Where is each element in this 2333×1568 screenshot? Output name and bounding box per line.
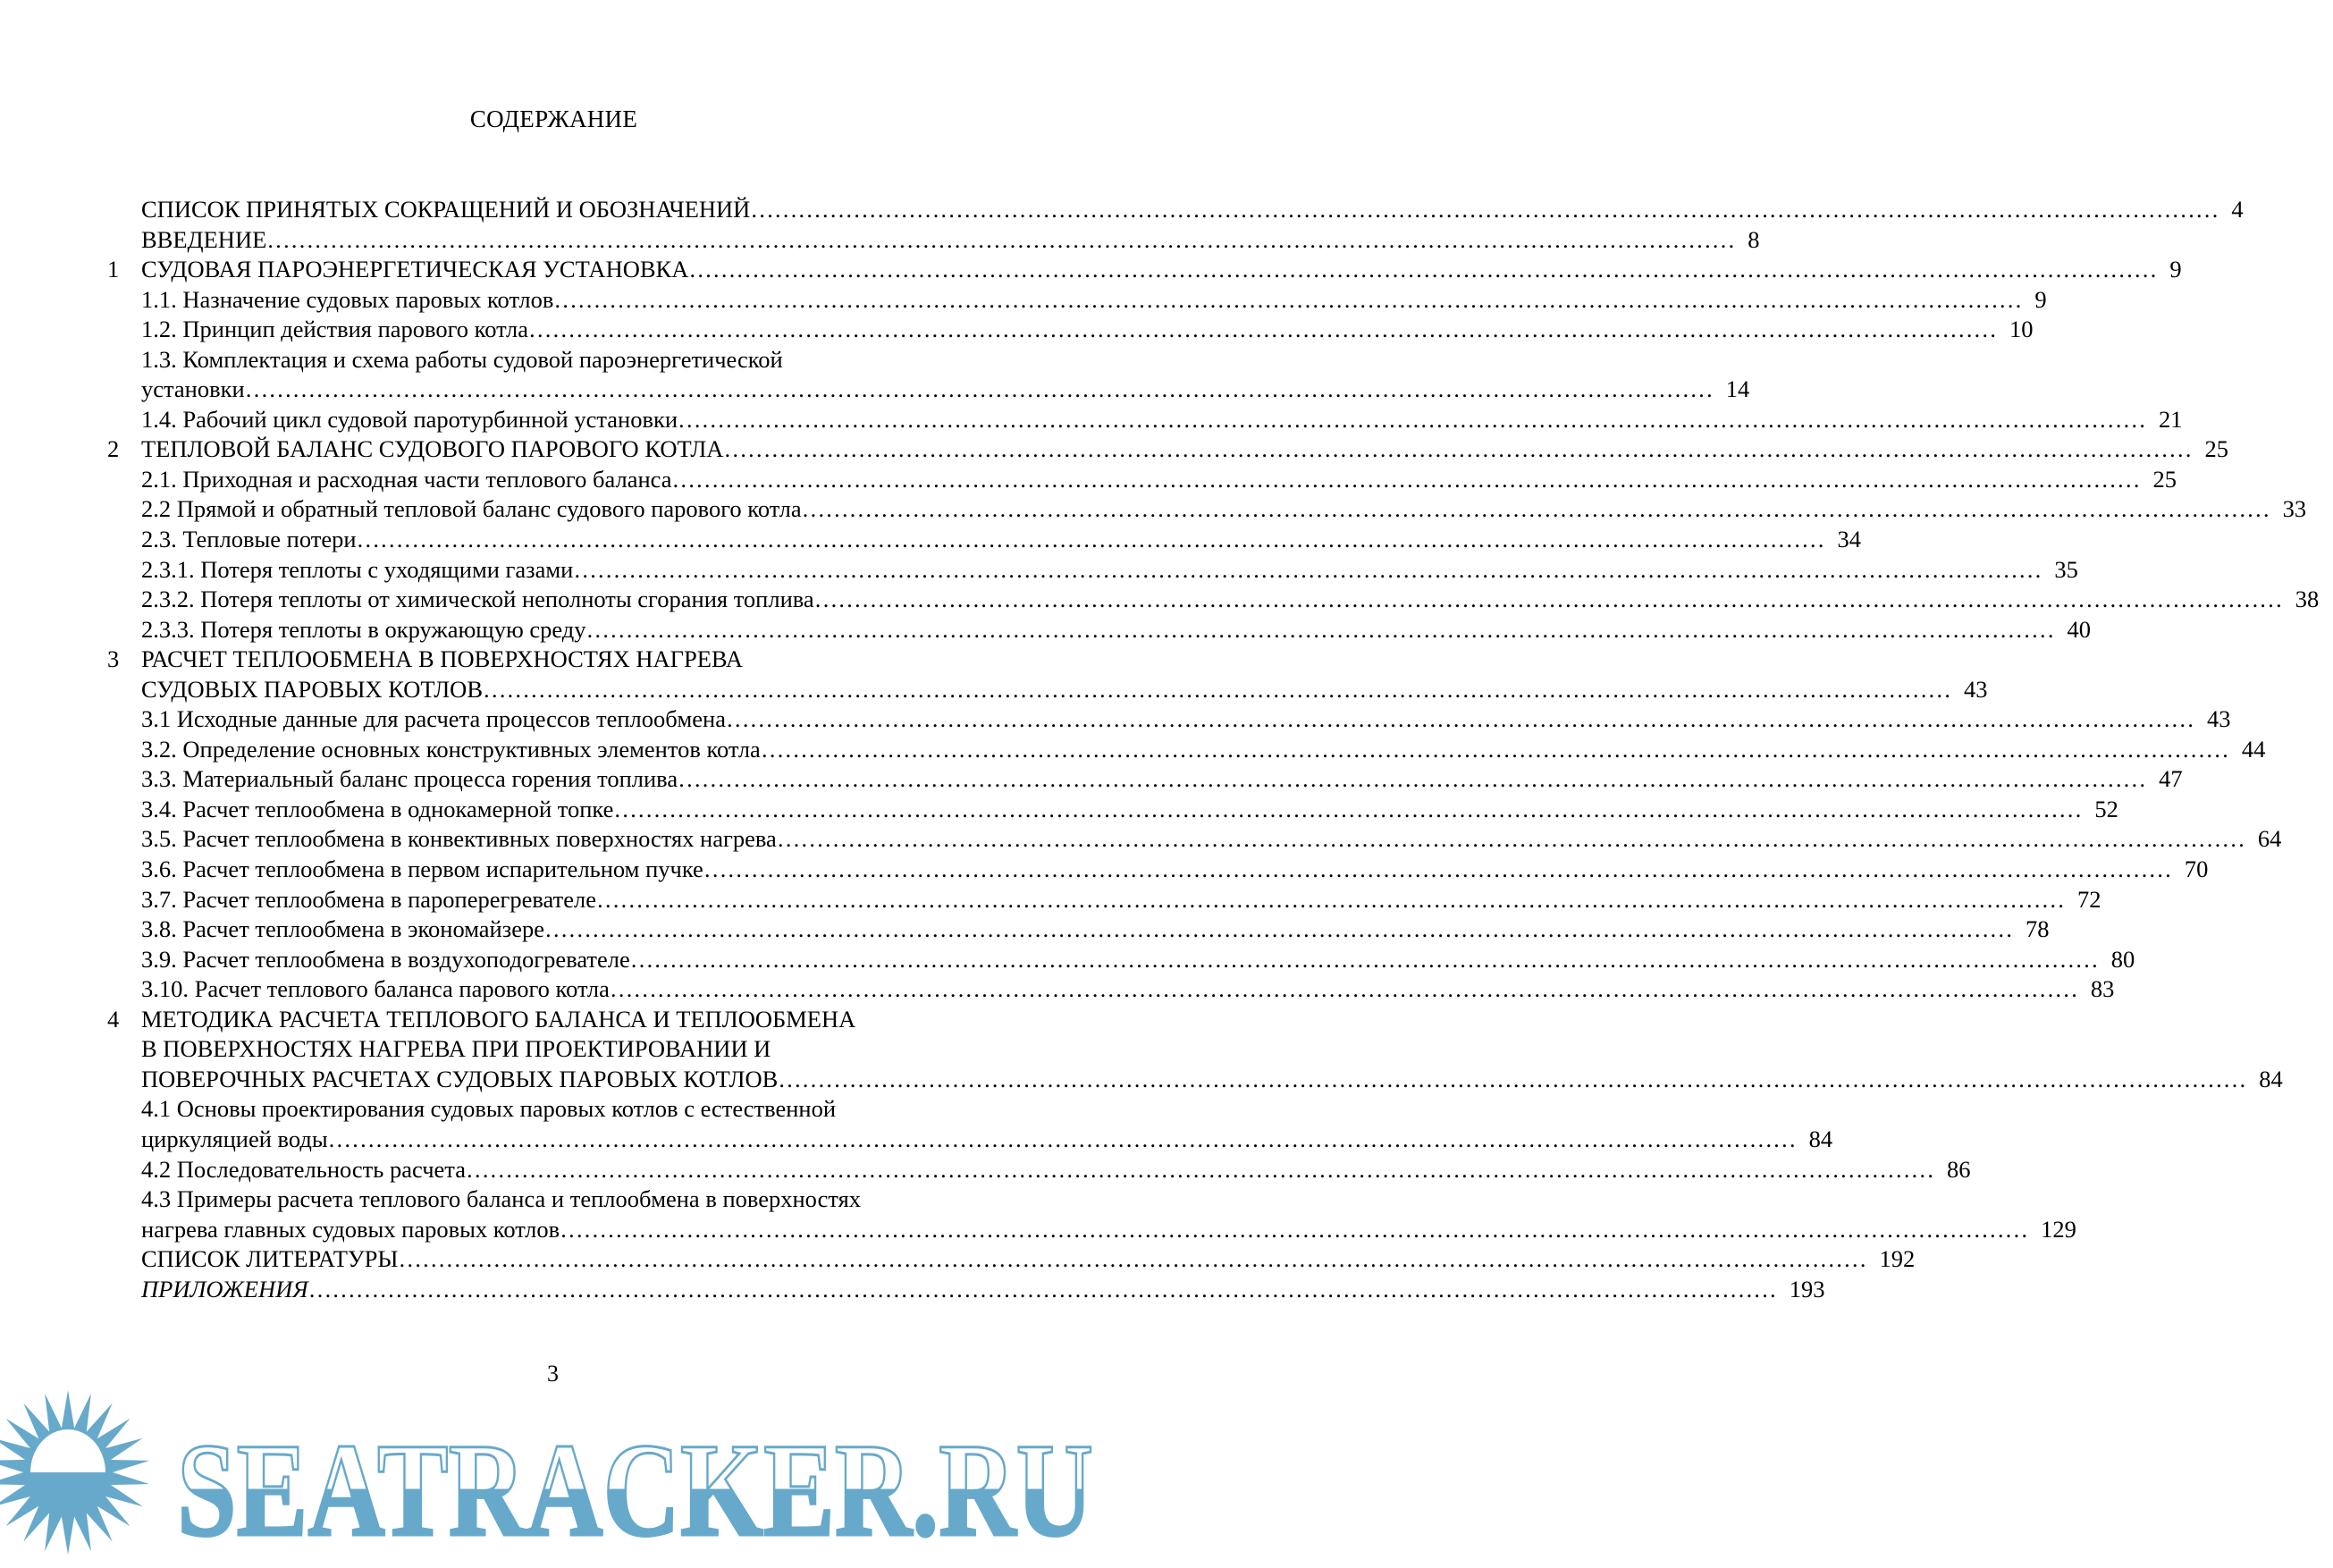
toc-page-number: 193 <box>1789 1275 1825 1302</box>
leader-dots <box>750 195 2219 225</box>
chapter-number <box>100 1125 141 1155</box>
toc-entry[interactable] <box>100 885 2101 915</box>
toc-entry[interactable] <box>100 1244 1916 1275</box>
chapter-number <box>100 195 141 225</box>
toc-entry-title: РАСЧЕТ ТЕПЛООБМЕНА В ПОВЕРХНОСТЯХ НАГРЕВА <box>141 645 744 673</box>
leader-dots <box>466 1155 1934 1185</box>
chapter-number <box>100 824 141 855</box>
toc-entry[interactable] <box>100 1065 2283 1095</box>
toc-entry[interactable] <box>100 345 985 375</box>
seatracker-watermark <box>0 1399 1108 1568</box>
toc-entry[interactable] <box>100 1034 985 1065</box>
toc-page-number: 43 <box>2206 705 2231 733</box>
toc-entry-title: 3.8. Расчет теплообмена в экономайзере <box>141 915 544 943</box>
toc-entry[interactable] <box>100 525 1862 555</box>
toc-entry-title: циркуляцией воды <box>141 1125 328 1152</box>
toc-entry[interactable] <box>100 1155 1971 1185</box>
toc-page-number <box>935 1184 985 1215</box>
toc-entry-title: 2.3.2. Потеря теплоты от химической неполноты сгорания топлива <box>141 586 814 613</box>
toc-page-number: 72 <box>2076 885 2101 913</box>
toc-entry[interactable] <box>100 494 2307 525</box>
toc-page-number: 4 <box>2231 196 2244 223</box>
leader-dots <box>814 585 2283 615</box>
chapter-number: 2 <box>107 435 120 463</box>
chapter-number <box>100 345 141 375</box>
toc-entry-title: 1.1. Назначение судовых паровых котлов <box>141 285 554 313</box>
toc-entry-title: 1.2. Принцип действия парового котла <box>141 316 529 343</box>
toc-page-number: 9 <box>2169 256 2182 283</box>
toc-page-number <box>935 1094 985 1125</box>
toc-page-number: 43 <box>1964 675 1988 703</box>
sun-logo-icon <box>0 1390 149 1555</box>
toc-page-number: 80 <box>2110 945 2135 973</box>
leader-dots <box>399 1244 1867 1275</box>
chapter-number: 1 <box>107 256 120 283</box>
toc-entry[interactable] <box>100 315 2034 345</box>
leader-dots <box>573 555 2042 586</box>
toc-entry[interactable] <box>100 555 2078 586</box>
leader-dots <box>678 764 2146 795</box>
chapter-number <box>100 225 141 256</box>
chapter-number <box>100 915 141 945</box>
toc-entry-title: 3.5. Расчет теплообмена в конвективных поверхностях нагрева <box>141 825 777 853</box>
chapter-number <box>100 1094 141 1125</box>
chapter-number <box>100 585 141 615</box>
chapter-number <box>100 1065 141 1095</box>
chapter-number <box>100 1184 141 1215</box>
toc-entry[interactable] <box>100 255 2182 285</box>
toc-page-number <box>935 645 985 675</box>
toc-entry[interactable] <box>100 405 2183 435</box>
toc-entry[interactable] <box>100 434 2228 465</box>
leader-dots <box>778 1065 2246 1095</box>
leader-dots <box>553 285 2022 316</box>
leader-dots <box>483 675 1951 705</box>
toc-entry[interactable] <box>100 855 2209 885</box>
chapter-number <box>100 375 141 405</box>
leader-dots <box>544 915 2013 945</box>
toc-entry[interactable] <box>100 824 2282 855</box>
toc-page-number: 83 <box>2090 975 2115 1003</box>
leader-dots <box>777 824 2245 855</box>
chapter-number <box>100 1215 141 1245</box>
toc-entry-title: 2.3.3. Потеря теплоты в окружающую среду <box>141 615 586 643</box>
leader-dots <box>672 465 2141 495</box>
toc-entry[interactable] <box>100 1275 1825 1305</box>
toc-page-number <box>935 1005 985 1035</box>
toc-entry-title: 1.4. Рабочий цикл судовой паротурбинной установки <box>141 405 678 433</box>
toc-page-number: 35 <box>2054 555 2078 583</box>
leader-dots <box>560 1215 2028 1245</box>
toc-page-number: 8 <box>1748 225 1760 253</box>
watermark-text: SEATRACKER.RU <box>177 1416 1093 1564</box>
toc-entry[interactable] <box>100 645 985 675</box>
toc-page-number <box>935 345 985 375</box>
toc-entry-title: 3.9. Расчет теплообмена в воздухоподогревателе <box>141 945 630 973</box>
toc-page-number: 34 <box>1837 526 1862 553</box>
toc-entry-title: СПИСОК ПРИНЯТЫХ СОКРАЩЕНИЙ И ОБОЗНАЧЕНИЙ <box>141 196 751 223</box>
chapter-number <box>100 795 141 825</box>
toc-entry-title: СПИСОК ЛИТЕРАТУРЫ <box>141 1245 399 1273</box>
toc-entry-title: 2.3. Тепловые потери <box>141 526 357 553</box>
toc-entry-title: 3.4. Расчет теплообмена в однокамерной топке <box>141 795 614 822</box>
chapter-number: 4 <box>107 1005 120 1033</box>
toc-entry-title: 3.3. Материальный баланс процесса горения топлива <box>141 765 678 793</box>
leader-dots <box>266 225 1735 256</box>
toc-entry-title: ТЕПЛОВОЙ БАЛАНС СУДОВОГО ПАРОВОГО КОТЛА <box>141 435 724 463</box>
chapter-number <box>100 675 141 705</box>
leader-dots <box>703 855 2172 885</box>
leader-dots <box>613 795 2082 825</box>
chapter-number <box>100 405 141 435</box>
chapter-number <box>100 704 141 735</box>
toc-entry-title: СУДОВЫХ ПАРОВЫХ КОТЛОВ <box>141 675 483 703</box>
toc-entry-title: 3.2. Определение основных конструктивных элементов котла <box>141 735 761 763</box>
toc-entry[interactable] <box>100 675 1988 705</box>
chapter-number <box>100 885 141 915</box>
toc-entry[interactable] <box>100 704 2231 735</box>
chapter-number <box>100 1155 141 1185</box>
chapter-number <box>100 735 141 765</box>
toc-entry[interactable] <box>100 974 2115 1005</box>
leader-dots <box>726 704 2194 735</box>
toc-entry[interactable] <box>100 945 2135 975</box>
toc-page-number: 14 <box>1725 375 1750 403</box>
toc-entry-title: 3.7. Расчет теплообмена в пароперегревателе <box>141 885 596 913</box>
toc-entry[interactable] <box>100 1005 985 1035</box>
leader-dots <box>723 434 2192 465</box>
toc-page-number: 47 <box>2159 765 2183 793</box>
toc-page-number: 25 <box>2152 465 2177 493</box>
leader-dots <box>610 974 2078 1005</box>
toc-entry[interactable] <box>100 915 2050 945</box>
leader-dots <box>308 1275 1777 1305</box>
toc-entry-title: СУДОВАЯ ПАРОЭНЕРГЕТИЧЕСКАЯ УСТАНОВКА <box>141 256 689 283</box>
toc-entry-title: 4.2 Последовательность расчета <box>141 1155 466 1183</box>
toc-entry-title: МЕТОДИКА РАСЧЕТА ТЕПЛОВОГО БАЛАНСА И ТЕПЛООБМЕНА <box>141 1005 856 1033</box>
toc-page-number: 25 <box>2204 435 2228 463</box>
toc-page-number: 40 <box>2067 615 2092 643</box>
toc-entry[interactable] <box>100 764 2183 795</box>
leader-dots <box>596 885 2065 915</box>
toc-entry-title: 3.1 Исходные данные для расчета процессов теплообмена <box>141 705 726 733</box>
toc-page-number: 38 <box>2295 586 2320 613</box>
toc-entry[interactable] <box>100 225 1760 256</box>
toc-entry[interactable] <box>100 795 2118 825</box>
chapter-number <box>100 465 141 495</box>
chapter-number <box>100 494 141 525</box>
toc-page-number: 129 <box>2041 1215 2076 1243</box>
toc-entry-title: 2.3.1. Потеря теплоты с уходящими газами <box>141 555 574 583</box>
chapter-number: 3 <box>107 645 120 673</box>
toc-entry[interactable] <box>100 585 2320 615</box>
chapter-number <box>100 1244 141 1275</box>
toc-entry[interactable] <box>100 1094 985 1125</box>
leader-dots <box>357 525 1825 555</box>
leader-dots <box>630 945 2099 975</box>
toc-entry[interactable] <box>100 1215 2076 1245</box>
leader-dots <box>761 735 2229 765</box>
chapter-number <box>100 945 141 975</box>
leader-dots <box>245 375 1714 405</box>
toc-page-number: 21 <box>2159 405 2183 433</box>
toc-page-number <box>935 1034 985 1065</box>
toc-entry-title: установки <box>141 375 245 403</box>
toc-entry-title: 2.2 Прямой и обратный тепловой баланс судового парового котла <box>141 495 802 523</box>
toc-page-number: 52 <box>2094 795 2118 822</box>
toc-entry[interactable] <box>100 615 2092 645</box>
toc-entry-title: 1.3. Комплектация и схема работы судовой пароэнергетической <box>141 345 783 373</box>
toc-page-number: 10 <box>2009 316 2034 343</box>
leader-dots <box>528 315 1997 345</box>
toc-page-number: 84 <box>1808 1125 1833 1152</box>
toc-entry[interactable] <box>100 465 2177 495</box>
chapter-number <box>100 525 141 555</box>
chapter-number <box>100 555 141 586</box>
leader-dots <box>328 1125 1797 1155</box>
page-number: 3 <box>547 1361 559 1387</box>
toc-entry[interactable] <box>100 375 1750 405</box>
toc-page-number: 9 <box>2034 285 2047 313</box>
toc-entry-title: ПРИЛОЖЕНИЯ <box>141 1275 308 1302</box>
toc-entry-title: нагрева главных судовых паровых котлов <box>141 1215 560 1243</box>
leader-dots <box>586 615 2055 645</box>
chapter-number <box>100 764 141 795</box>
chapter-number <box>100 1034 141 1065</box>
table-of-contents <box>100 195 2320 1304</box>
toc-entry[interactable] <box>100 1125 1833 1155</box>
toc-page-number: 86 <box>1946 1155 1971 1183</box>
chapter-number <box>100 974 141 1005</box>
chapter-number <box>100 855 141 885</box>
toc-page-number: 84 <box>2259 1065 2283 1092</box>
chapter-number <box>100 1275 141 1305</box>
toc-entry[interactable] <box>100 285 2047 316</box>
toc-entry-title: 3.6. Расчет теплообмена в первом испарительном пучке <box>141 856 703 883</box>
toc-page-number: 44 <box>2241 735 2266 763</box>
toc-page-number: 192 <box>1879 1245 1916 1273</box>
toc-page-number: 33 <box>2282 495 2307 523</box>
toc-entry-title: В ПОВЕРХНОСТЯХ НАГРЕВА ПРИ ПРОЕКТИРОВАНИИ И <box>141 1035 771 1063</box>
toc-page-number: 70 <box>2184 856 2209 883</box>
chapter-number <box>100 315 141 345</box>
toc-entry-title: 4.3 Примеры расчета теплового баланса и теплообмена в поверхностях <box>141 1185 862 1213</box>
leader-dots <box>678 405 2146 435</box>
chapter-number <box>100 285 141 316</box>
toc-entry-title: ПОВЕРОЧНЫХ РАСЧЕТАХ СУДОВЫХ ПАРОВЫХ КОТЛОВ <box>141 1065 779 1092</box>
chapter-number <box>100 615 141 645</box>
leader-dots <box>802 494 2270 525</box>
leader-dots <box>688 255 2157 285</box>
toc-page-number: 78 <box>2025 915 2050 943</box>
page-title: СОДЕРЖАНИЕ <box>469 105 638 132</box>
toc-page-number: 64 <box>2257 825 2282 853</box>
toc-entry-title: 3.10. Расчет теплового баланса парового котла <box>141 975 610 1003</box>
toc-entry[interactable] <box>100 195 2244 225</box>
toc-entry-title: 2.1. Приходная и расходная части теплового баланса <box>141 465 672 493</box>
toc-entry-title: ВВЕДЕНИЕ <box>141 225 267 253</box>
toc-entry[interactable] <box>100 735 2266 765</box>
toc-entry[interactable] <box>100 1184 985 1215</box>
toc-entry-title: 4.1 Основы проектирования судовых паровых котлов с естественной <box>141 1095 837 1123</box>
